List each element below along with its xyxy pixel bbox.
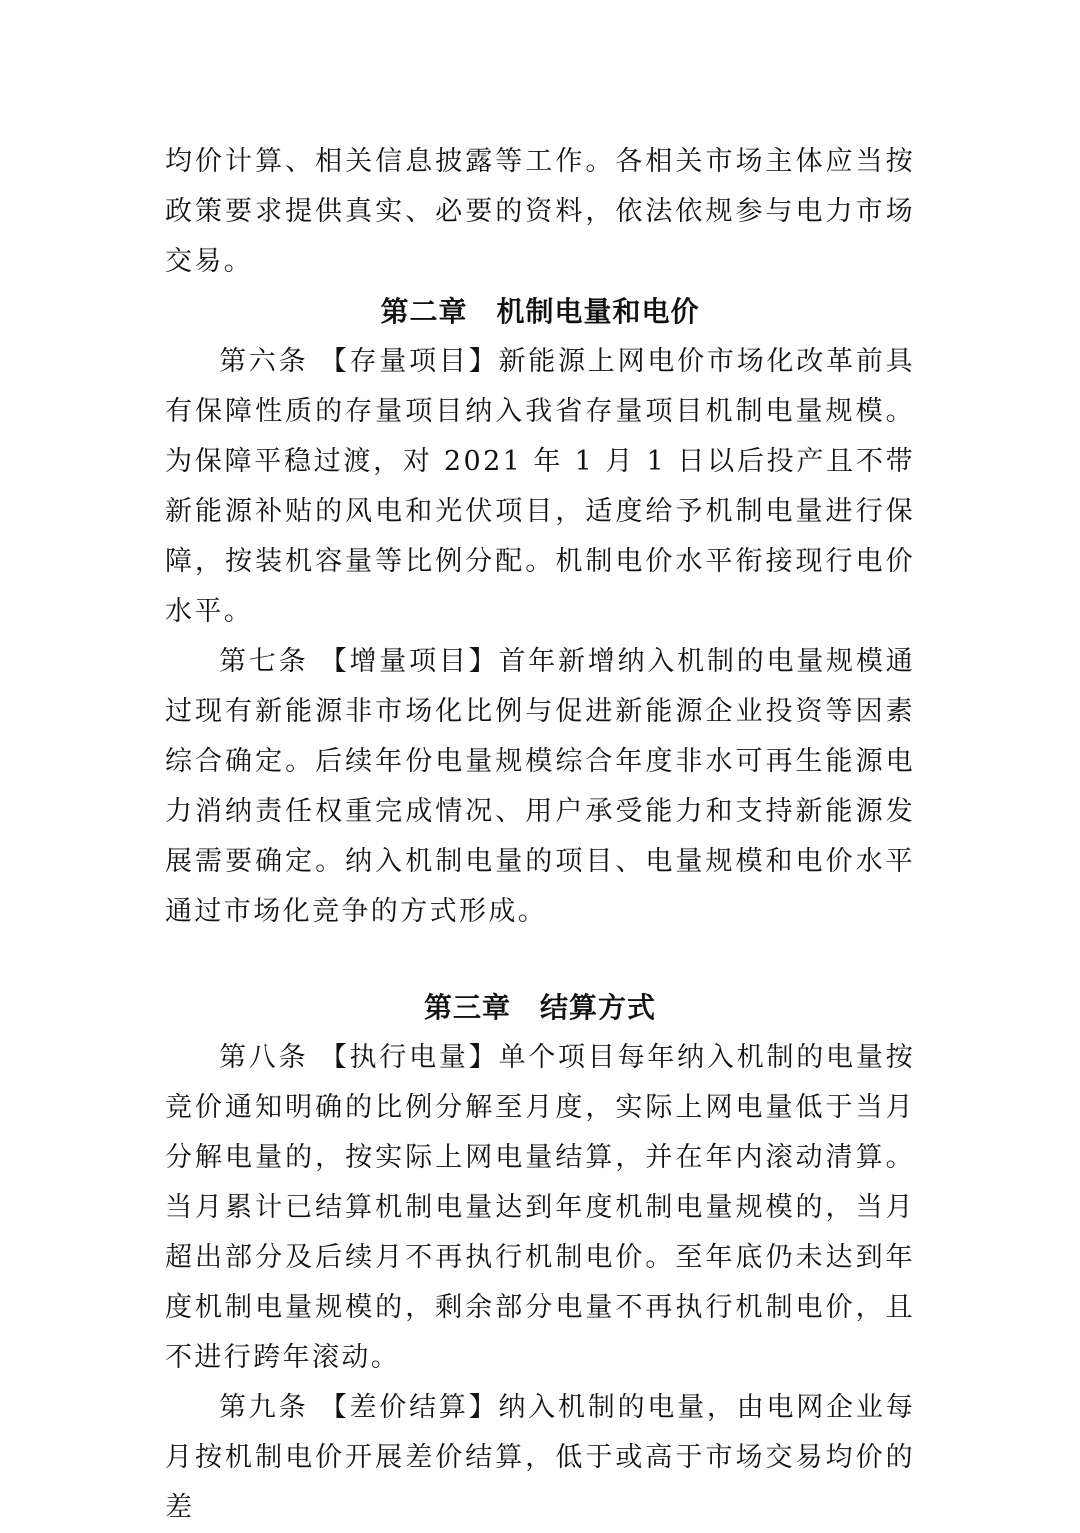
article-7-text: 首年新增纳入机制的电量规模通过现有新能源非市场化比例与促进新能源企业投资等因素综合确定。后续年份电量规模综合年度非水可再生能源电力消纳责任权重完成情况、用户承受能力和支持新能源发展需要确定。纳入机制电量的项目、电量规模和电价水平通过市场化竞争的方式形成。 (165, 646, 916, 927)
intro-text: 均价计算、相关信息披露等工作。各相关市场主体应当按政策要求提供真实、必要的资料，依法依规参与电力市场交易。 (165, 146, 915, 277)
article-7-number: 第七条 (219, 646, 309, 677)
article-6-heading: 【存量项目】 (319, 346, 499, 377)
document-page (165, 137, 915, 1533)
intro-paragraph (165, 137, 915, 287)
chapter-2-title: 第二章 机制电量和电价 (380, 295, 700, 328)
article-6 (165, 337, 915, 637)
article-7 (165, 637, 915, 937)
article-9-text: 纳入机制的电量，由电网企业每月按机制电价开展差价结算，低于或高于市场交易均价的差 (165, 1392, 916, 1523)
article-8 (165, 1033, 915, 1383)
article-8-text: 单个项目每年纳入机制的电量按竞价通知明确的比例分解至月度，实际上网电量低于当月分解电量的，按实际上网电量结算，并在年内滚动清算。当月累计已结算机制电量达到年度机制电量规模的，当月超出部分及后续月不再执行机制电价。至年底仍未达到年度机制电量规模的，剩余部分电量不再执行机制电价，且不进行跨年滚动。 (165, 1042, 916, 1373)
chapter-3-title: 第三章 结算方式 (423, 991, 656, 1024)
article-9-heading: 【差价结算】 (319, 1392, 499, 1423)
article-9 (165, 1383, 915, 1533)
article-6-number: 第六条 (219, 346, 309, 377)
article-7-heading: 【增量项目】 (319, 646, 499, 677)
article-8-heading: 【执行电量】 (319, 1042, 499, 1073)
article-6-text: 新能源上网电价市场化改革前具有保障性质的存量项目纳入我省存量项目机制电量规模。为保障平稳过渡，对 2021 年 1 月 1 日以后投产且不带新能源补贴的风电和光伏项目，适度给予机制电量进行保障，按装机容量等比例分配。机制电价水平衔接现行电价水平。 (165, 346, 916, 627)
article-9-number: 第九条 (219, 1392, 309, 1423)
article-8-number: 第八条 (219, 1042, 309, 1073)
